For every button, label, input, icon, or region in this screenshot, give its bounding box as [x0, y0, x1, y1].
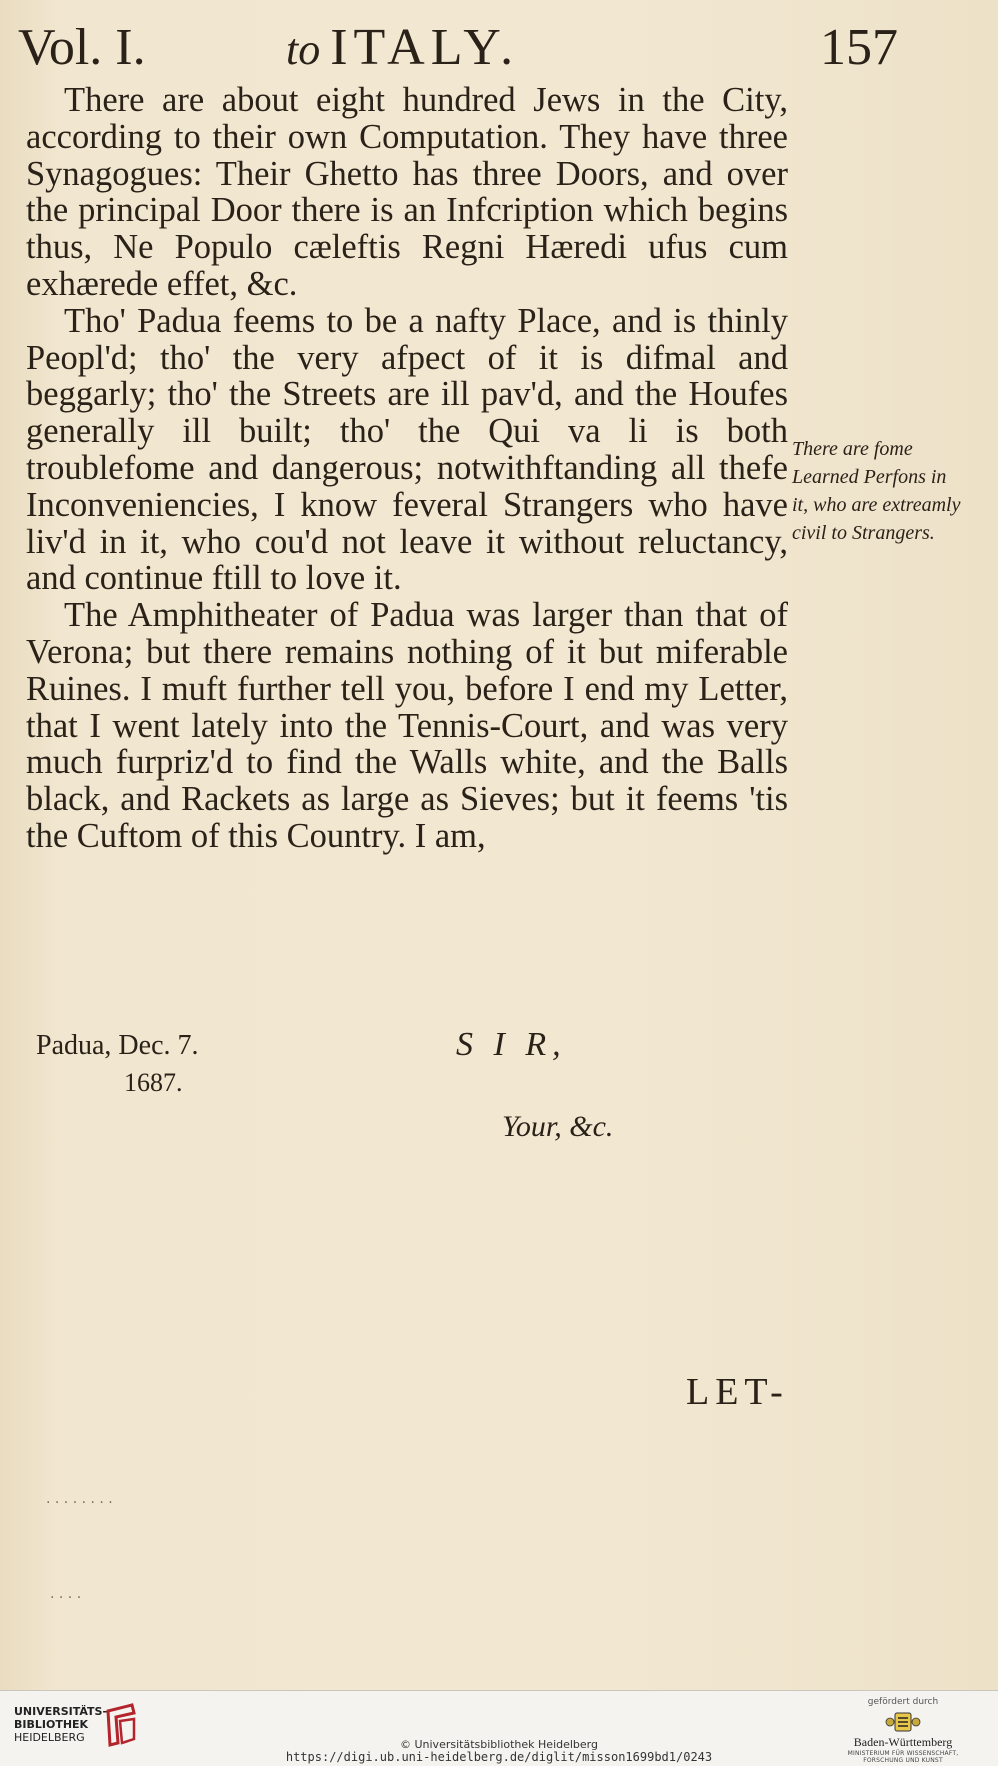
catchword: LET-	[686, 1371, 789, 1413]
salutation: S I R,	[456, 1026, 567, 1063]
letter-closing	[36, 1026, 736, 1180]
sponsor-block	[828, 1697, 978, 1764]
volume-label: Vol. I.	[18, 19, 146, 76]
signoff: Your, &c.	[502, 1110, 614, 1143]
paragraph: Tho' Padua feems to be a nafty Place, and is thinly Peopl'd; tho' the very afpect of it is difmal and beggarly; tho' the Streets are ill pav'd, and the Houfes generally ill built; tho' the Qui va li is both troublefome and dangerous; notwithftanding all thefe Inconveniencies, I know feveral Strangers who have liv'd in it, who cou'd not leave it without reluctancy, and continue ftill to love it.	[26, 301, 788, 598]
sponsor-state: Baden-Württemberg	[853, 1735, 953, 1749]
running-title	[286, 18, 519, 77]
show-through-speck: · · · · · · · ·	[46, 1495, 113, 1511]
state-crest-icon	[885, 1711, 921, 1733]
permalink-url[interactable]: https://digi.ub.uni-heidelberg.de/diglit/misson1699bd1/0243	[285, 1750, 713, 1764]
place-date: Padua, Dec. 7.	[36, 1030, 199, 1061]
page-number: 157	[820, 19, 898, 76]
year: 1687.	[124, 1068, 183, 1097]
paragraph: The Amphitheater of Padua was larger than that of Verona; but there remains nothing of it but miferable Ruines. I muft further tell you, before I end my Letter, that I went lately into the Tennis-Court, and was very much furpriz'd to find the Walls white, and the Balls black, and Rackets as large as Sieves; but it feems 'tis the Cuftom of this Country. I am,	[26, 596, 788, 855]
library-line-2: BIBLIOTHEK	[14, 1718, 89, 1731]
running-title-prefix: to	[286, 25, 321, 74]
sponsor-ministry: MINISTERIUM FÜR WISSENSCHAFT, FORSCHUNG UND KUNST	[847, 1750, 959, 1764]
library-line-3: HEIDELBERG	[14, 1731, 85, 1744]
paragraph: There are about eight hundred Jews in the City, according to their own Computation. They have three Synagogues: Their Ghetto has three Doors, and over the principal Door there is an Infcription which begins thus, Ne Populo cæleftis Regni Hæredi ufus cum exhærede effet, &c.	[26, 81, 788, 303]
copyright-notice: © Universitätsbibliothek Heidelberg	[399, 1738, 598, 1751]
sponsor-label: gefördert durch	[867, 1697, 939, 1707]
viewer-footer	[0, 1690, 998, 1766]
letter-body	[26, 82, 788, 855]
page-header	[18, 18, 898, 88]
library-line-1: UNIVERSITÄTS-	[14, 1705, 108, 1718]
show-through-speck: · · · ·	[50, 1590, 82, 1606]
running-title-text: ITALY.	[330, 19, 520, 76]
marginal-note: There are fome Learned Perfons in it, who are extreamly civil to Strangers.	[792, 438, 961, 544]
